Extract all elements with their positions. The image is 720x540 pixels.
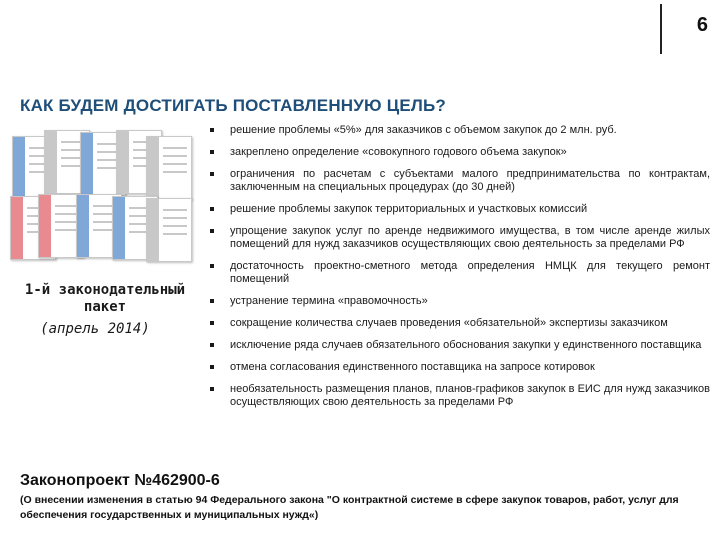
package-title: 1-й законодательный пакет <box>24 282 186 315</box>
list-item: исключение ряда случаев обязательного обоснования закупки у единственного поставщика <box>210 339 710 352</box>
package-date: (апрель 2014) <box>40 321 150 337</box>
document-band <box>11 197 23 259</box>
page-number-box <box>660 4 720 54</box>
document-band <box>81 133 93 195</box>
document-band <box>45 131 57 193</box>
document-band <box>147 137 159 199</box>
measures-list <box>210 124 710 409</box>
list-item: упрощение закупок услуг по аренде недвижимого имущества, в том числе аренде жилых помещений для нужд заказчиков осуществляющих свою деятельность за пределами РФ <box>210 225 710 251</box>
page-title: КАК БУДЕМ ДОСТИГАТЬ ПОСТАВЛЕННУЮ ЦЕЛЬ? <box>20 96 446 115</box>
document-icon <box>146 198 192 262</box>
document-band <box>39 195 51 257</box>
documents-illustration <box>8 124 194 280</box>
document-band <box>13 137 25 199</box>
document-band <box>113 197 125 259</box>
document-icon <box>146 136 192 200</box>
document-band <box>117 131 129 193</box>
document-band <box>147 199 159 261</box>
bill-description: (О внесении изменения в статью 94 Федерального закона "О контрактной системе в сфере закупок товаров, работ, услуг для обеспечения государственных и муниципальных нужд«) <box>20 494 679 521</box>
page-number: 6 <box>696 14 708 36</box>
list-item: сокращение количества случаев проведения «обязательной» экспертизы заказчиком <box>210 317 710 330</box>
list-item: ограничения по расчетам с субъектами малого предпринимательства по контрактам, заключенным на специальных процедурах (до 30 дней) <box>210 168 710 194</box>
list-item: необязательность размещения планов, планов-графиков закупок в ЕИС для нужд заказчиков осуществляющих свою деятельность за пределами РФ <box>210 383 710 409</box>
list-item: решение проблемы «5%» для заказчиков с объемом закупок до 2 млн. руб. <box>210 124 710 137</box>
list-item: достаточность проектно-сметного метода определения НМЦК для текущего ремонт помещений <box>210 260 710 286</box>
list-item: решение проблемы закупок территориальных и участковых комиссий <box>210 203 710 216</box>
list-item: отмена согласования единственного поставщика на запросе котировок <box>210 361 710 374</box>
bill-title: Законопроект №462900-6 <box>20 472 220 489</box>
document-band <box>77 195 89 257</box>
list-item: закреплено определение «совокупного годового объема закупок» <box>210 146 710 159</box>
list-item: устранение термина «правомочность» <box>210 295 710 308</box>
